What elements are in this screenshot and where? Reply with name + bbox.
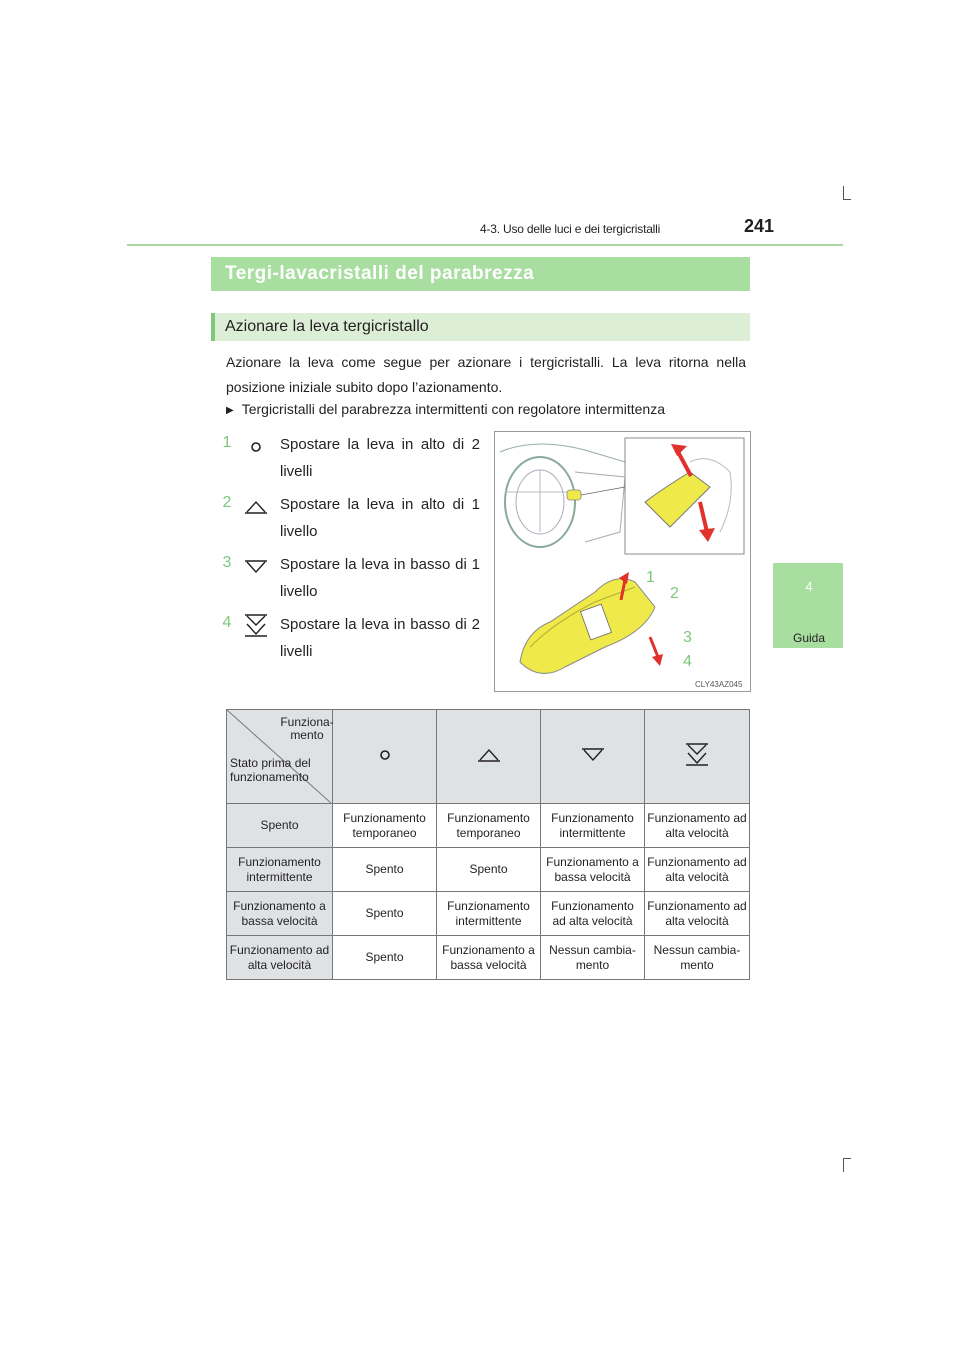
corner-bottom-label: Stato prima del funzionamento <box>230 756 311 784</box>
step-number: 2 <box>222 494 232 511</box>
wiper-operation-table <box>226 709 750 980</box>
section-title: Tergi-lavacristalli del parabrezza <box>211 257 750 291</box>
table-corner-cell <box>227 710 333 804</box>
row-state: Funzionamento ad alta velocità <box>227 936 333 980</box>
table-cell: Funzionamento ad alta velocità <box>541 892 645 936</box>
crop-mark <box>843 1158 844 1172</box>
page-number: 241 <box>744 216 775 236</box>
col-header-down-one <box>541 710 645 804</box>
callout-3: 3 <box>683 629 692 646</box>
table-cell: Funzionamento ad alta velocità <box>645 848 750 892</box>
step-text: Spostare la leva in alto di 1 livello <box>280 496 480 540</box>
down-one-icon <box>243 556 269 578</box>
table-cell: Funzionamento ad alta velocità <box>645 804 750 848</box>
table-cell: Funzionamento temporaneo <box>333 804 437 848</box>
bullet-text: Tergicristalli del parabrezza intermittenti con regolatore intermittenza <box>241 401 666 417</box>
col-header-mist <box>333 710 437 804</box>
running-header-section: 4-3. Uso delle luci e dei tergicristalli <box>480 222 661 236</box>
table-cell: Nessun cambia- mento <box>541 936 645 980</box>
table-cell: Funzionamento a bassa velocità <box>541 848 645 892</box>
step-number: 3 <box>222 554 232 571</box>
chapter-tab-label: Guida <box>792 631 826 645</box>
table-header-row <box>227 710 750 804</box>
step-text: Spostare la leva in alto di 2 livelli <box>280 436 480 480</box>
bullet-triangle-icon: ▶ <box>226 405 234 416</box>
bullet-line <box>226 401 665 417</box>
table-row <box>227 892 750 936</box>
crop-mark <box>843 199 851 200</box>
row-state: Spento <box>227 804 333 848</box>
step-text: Spostare la leva in basso di 1 livello <box>280 556 480 600</box>
corner-top-label: Funziona- mento <box>280 715 334 742</box>
table-cell: Funzionamento temporaneo <box>437 804 541 848</box>
crop-mark <box>843 1158 851 1159</box>
table-cell: Spento <box>333 936 437 980</box>
col-header-up-one <box>437 710 541 804</box>
row-state: Funzionamento a bassa velocità <box>227 892 333 936</box>
callout-2: 2 <box>670 585 679 602</box>
step-text: Spostare la leva in basso di 2 livelli <box>280 616 480 660</box>
wiper-lever-drawing <box>495 432 750 691</box>
callout-4: 4 <box>683 653 692 670</box>
table-cell: Spento <box>333 892 437 936</box>
mist-icon <box>372 744 398 766</box>
table-cell: Spento <box>437 848 541 892</box>
down-two-icon <box>243 612 269 640</box>
chapter-tab-number: 4 <box>805 579 813 594</box>
table-cell: Funzionamento ad alta velocità <box>645 892 750 936</box>
step-number: 4 <box>222 614 232 631</box>
step-number: 1 <box>222 434 232 451</box>
down-two-icon <box>684 741 710 769</box>
table-row <box>227 848 750 892</box>
wiper-lever-illustration <box>494 431 751 692</box>
table-cell: Nessun cambia- mento <box>645 936 750 980</box>
mist-icon <box>243 436 269 458</box>
crop-mark <box>843 186 844 200</box>
table-cell: Spento <box>333 848 437 892</box>
up-one-icon <box>476 744 502 766</box>
table-cell: Funzionamento intermittente <box>437 892 541 936</box>
callout-1: 1 <box>646 569 655 586</box>
table-row <box>227 804 750 848</box>
subsection-title: Azionare la leva tergicristallo <box>211 313 750 341</box>
header-rule <box>127 244 843 246</box>
table-cell: Funzionamento intermittente <box>541 804 645 848</box>
up-one-icon <box>243 496 269 518</box>
intro-paragraph: Azionare la leva come segue per azionare i tergicristalli. La leva ritorna nella posizione iniziale subito dopo l’azionamento. <box>226 354 746 395</box>
illustration-code: CLY43AZ045 <box>695 680 743 689</box>
down-one-icon <box>580 744 606 766</box>
row-state: Funzionamento intermittente <box>227 848 333 892</box>
col-header-down-two <box>645 710 750 804</box>
table-cell: Funzionamento a bassa velocità <box>437 936 541 980</box>
table-row <box>227 936 750 980</box>
